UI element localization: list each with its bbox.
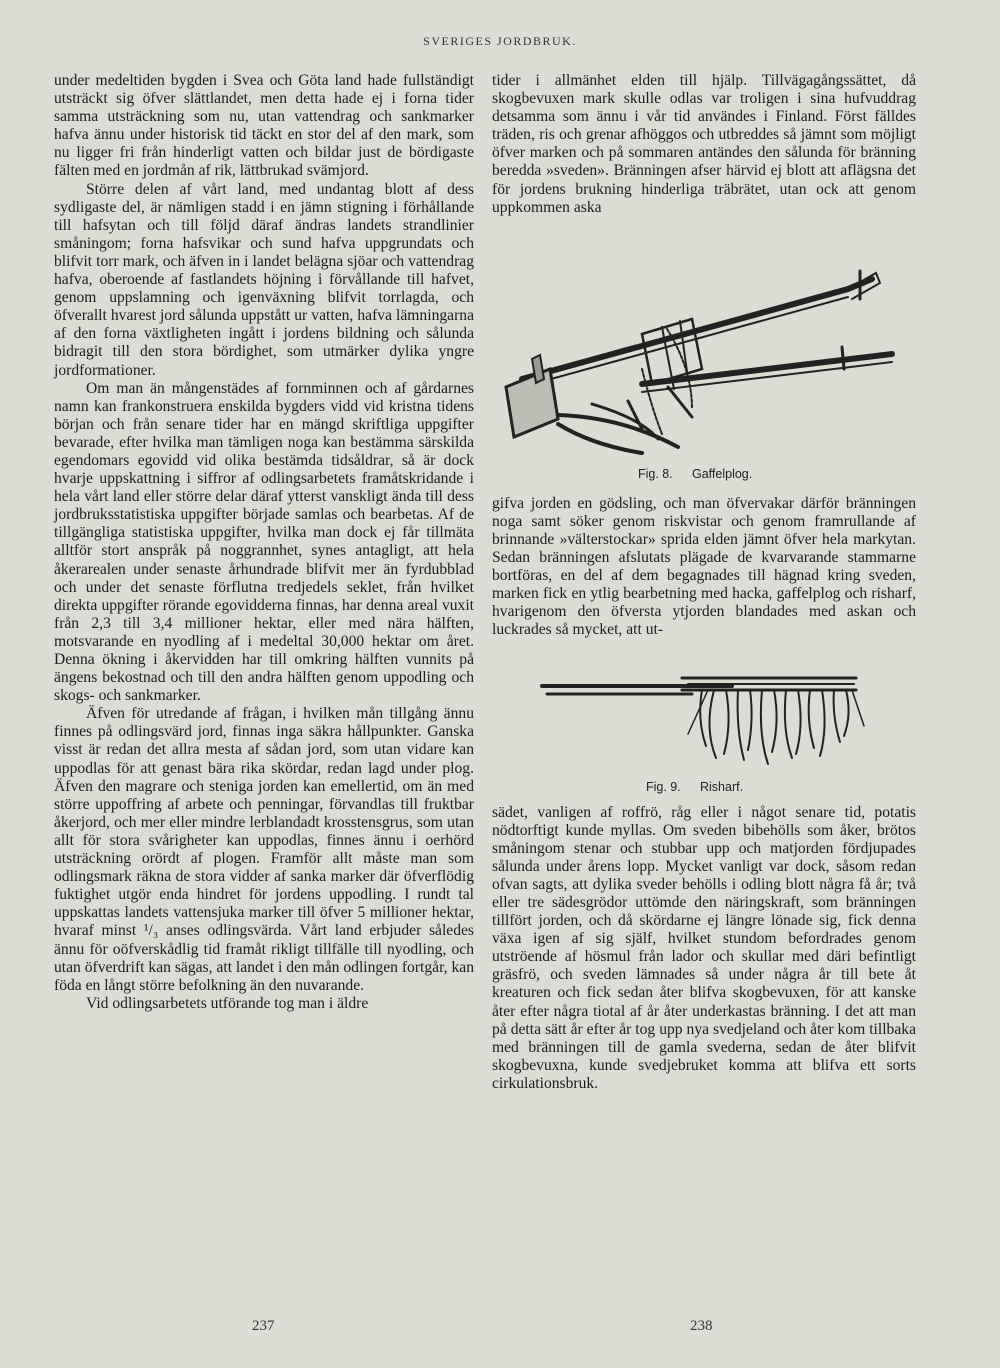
- paragraph: Större delen af vårt land, med undantag blott af dess sydligaste del, är nämligen stadd i en jämn stigning i förhållande till hafsytan och till följd däraf ändras landets strandlinier småningom; forna hafsvikar och sund hafva uppgrundats och blifvit torr mark, och äfven in i landet belägna sjöar och vattendrag hafva, oberoende af fastlandets höjning i förvållande till hafvet, genom uppslamning och igenväxning blifvit torrlagda, och öfverallt hvarest jord sålunda uppstått ur vatten, hafva lämningarna af den forna växtligheten ingått i jordens bildning och sålunda bidragit till den stora bördighet, som utmärker dylika yngre jordformationer.: [54, 180, 474, 379]
- brush-harrow-illustration: [492, 650, 916, 778]
- figure-gaffelplog: [492, 217, 916, 485]
- forked-plough-illustration: [492, 219, 916, 459]
- paragraph: Om man än mångenstädes af fornminnen och af gårdarnes namn kan frankonstruera enskilda bygders vidd vid kristna tidens början och från senare tider har en mängd skriftliga uppgifter bevarade, efter hvilka man tämligen noga kan bestämma särskilda egendomars egovidd vid olika bestämda tidsåldrar, så är dock hvarje uppskattning i siffror af odlingsarbetets framåtskridande i hela vårt land eller större delar däraf ytterst vanskligt ända till dess jordbruksstatistiska uppgifter började samlas och bearbetas. Af de tillgängliga statistiska uppgifter, hvilka man dock ej får tillmäta alltför stort anspråk på noggrannhet, synes antagligt, att hela åkerarealen under senaste århundrade blifvit mer än fyrdubblad och under det senaste förflutna tredjedels seklet, från hvilket direkta uppgifter rörande egovidderna finnas, har denna areal vuxit från 2,3 till 3,4 millioner hektar, eller med nära hälften, motsvarande en nyodling af i medeltal 30,000 hektar om året. Denna ökning i åkervidden har till omkring hälften vunnits på ängens bekostnad och till den andra hälften genom uppodling och skogs- och sankmarker.: [54, 379, 474, 705]
- paragraph: Äfven för utredande af frågan, i hvilken mån tillgång ännu finnes på odlingsvärd jord, finnas inga säkra hållpunkter. Ganska visst är redan det allra mesta af sådan jord, som utan vidare kan uppodlas för att genast bära rika skördar, redan lagd under plog. Äfven den magrare och steniga jorden kan emellertid, om än med större uppoffring af arbete och penningar, förvandlas till fruktbar åkerjord, och mer eller mindre lerblandadt krosstensgrus, som utan allt för stora svårigheter kan uppodlas, finnes ännu i oerhörd utsträckning orördt af plogen. Framför allt måste man som odlingsmark räkna de stora vidder af sanka marker där öfverflödig fuktighet utgör enda hindret för jordens uppodling. I rundt tal uppskattas landets vattensjuka marker till öfver 5 millioner hektar, hvaraf minst ¹/₃ anses odlingsvärda. Vårt land erbjuder således ännu för oöfverskådlig tid framåt rikligt tillfälle till nyodling, och utan öfverdrift kan sägas, att landet i den mån odlingen fortgår, kan föda en långt större befolkning än den nuvarande.: [54, 705, 474, 994]
- right-column: [492, 72, 916, 1093]
- paragraph: gifva jorden en gödsling, och man öfvervakar därför bränningen noga samt söker genom riskvistar och genom framrullande af brinnande »välterstockar» sprida elden jämnt öfver hela markytan. Sedan bränningen afslutats plägade de kvarvarande stammarne bortföras, en del af dem begagnades till hägnad kring sveden, marken fick en ytlig bearbetning med hacka, gaffelplog och risharf, hvarigenom den öfversta ytjorden blandades med askan och luckrades så mycket, att ut-: [492, 494, 916, 639]
- paragraph: sädet, vanligen af roffrö, råg eller i något senare tid, potatis nödtorftigt kunde myllas. Om sveden bibehölls som åker, brötos småningom stenar och stubbar upp och matjorden fördjupades sålunda under årens lopp. Mycket vanligt var dock, såsom redan ofvan sagts, att dylika sveder behölls i odling blott några få år; två eller tre sädesgrödor uttömde den näringskraft, som bränningen tillfört jorden, och då skördarne ej längre lönade sig, fick denna växa igen af sig själf, hvilket stundom befordrades genom utströende af hösmul från lador och skullar med däri befintligt gräsfrö, och sveden lämnades så under några år till bete åt kreaturen och fick sedan åter blifva skogbevuxen, för att kanske åter efter några tiotal af år åter underkastas bränning. I det att man på detta sätt år efter år tog upp nya svedjeland och åter kom tillbaka med bränningen till de gamla svederna, sedan de åter blifvit skogbevuxna, kunde svedjebruket komma att blifva ett sorts cirkulationsbruk.: [492, 803, 916, 1092]
- figure-risharf: [492, 640, 916, 804]
- figure-number: Fig. 8.: [638, 466, 673, 481]
- figure-number: Fig. 9.: [646, 779, 681, 794]
- figure-caption: Risharf.: [700, 779, 744, 794]
- page-number-right: 238: [690, 1318, 713, 1334]
- paragraph: under medeltiden bygden i Svea och Göta land hade fullständigt utsträckt sig öfver slättlandet, men detta hade ej i forna tider samma utsträckning som nu, utan vattendrag och sankmarker hafva ännu under historisk tid täckt en stor del af den mark, som nu ligger fri från hinderligt vatten och bildar just de bördigaste fälten med en jordmån af rik, lättbrukad svämjord.: [54, 72, 474, 180]
- paragraph: tider i allmänhet elden till hjälp. Tillvägagångssättet, då skogbevuxen mark skulle odlas var troligen i sina hufvuddrag detsamma som ännu i vår tid användes i Finland. Först fälldes träden, ris och grenar afhöggos och utbreddes så jämnt som möjligt öfver marken och på sommaren antändes den sålunda för bränning beredda »sveden». Bränningen afser härvid ej blott att aflägsna det för jordens brukning hinderliga träbrätet, utan ock att genom uppkommen aska: [492, 72, 916, 216]
- figure-caption: Gaffelplog.: [692, 466, 753, 481]
- running-head: SVERIGES JORDBRUK.: [423, 34, 577, 48]
- paragraph: Vid odlingsarbetets utförande tog man i äldre: [86, 994, 369, 1012]
- left-column: [54, 72, 474, 1013]
- page-number-left: 237: [252, 1318, 275, 1334]
